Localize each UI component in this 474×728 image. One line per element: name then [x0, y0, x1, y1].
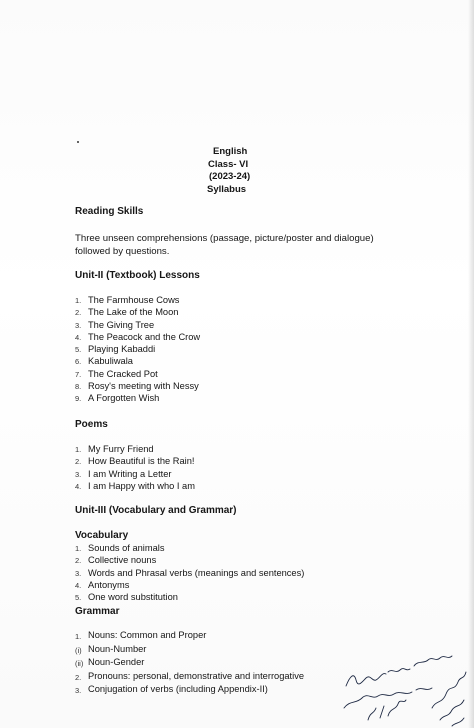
list-item: (i) Noun-Number [75, 643, 147, 655]
page-edge-shadow [468, 0, 474, 728]
vocabulary-list [75, 542, 304, 603]
list-item: 6. Kabuliwala [75, 356, 133, 367]
lessons-list [75, 294, 200, 405]
list-item: (ii) Noun-Gender [75, 657, 145, 668]
poems-heading: Poems [75, 419, 108, 430]
subject-title: English [213, 146, 248, 157]
reading-skills-line-2: followed by questions. [75, 246, 170, 257]
list-item: 3. Conjugation of verbs (including Appendix-II) [75, 684, 268, 695]
list-item: 4. The Peacock and the Crow [75, 331, 201, 342]
list-item: 2. Pronouns: personal, demonstrative and interrogative [75, 670, 305, 682]
list-item: 9. A Forgotten Wish [75, 393, 160, 404]
document-header [190, 146, 290, 196]
list-item: 4. Antonyms [75, 579, 130, 590]
list-item: 2. Collective nouns [75, 555, 157, 566]
list-item: 7. The Cracked Pot [75, 368, 158, 379]
class-label: Class- VI [208, 158, 249, 170]
unit2-heading: Unit-II (Textbook) Lessons [75, 270, 200, 281]
list-item: 1. Nouns: Common and Proper [75, 630, 207, 641]
list-item: 1. Sounds of animals [75, 543, 165, 553]
list-item: 1. My Furry Friend [75, 444, 154, 454]
list-item: 8. Rosy's meeting with Nessy [75, 381, 199, 392]
grammar-heading: Grammar [75, 606, 120, 617]
stray-dot [77, 141, 79, 143]
syllabus-label: Syllabus [207, 183, 247, 195]
list-item: 2. The Lake of the Moon [75, 307, 179, 318]
reading-skills-heading: Reading Skills [75, 206, 144, 217]
list-item: 1. The Farmhouse Cows [75, 295, 180, 305]
handwritten-signature [340, 642, 474, 728]
vocabulary-heading: Vocabulary [75, 530, 129, 541]
list-item: 2. How Beautiful is the Rain! [75, 456, 195, 467]
list-item: 4. I am Happy with who I am [75, 481, 195, 492]
reading-skills-line-1: Three unseen comprehensions (passage, picture/poster and dialogue) [75, 233, 374, 244]
academic-year: (2023-24) [209, 171, 251, 182]
list-item: 3. The Giving Tree [75, 319, 155, 330]
list-item: 5. Playing Kabaddi [75, 344, 156, 355]
list-item: 3. Words and Phrasal verbs (meanings and sentences) [75, 567, 305, 578]
grammar-list [75, 629, 304, 697]
unit3-heading: Unit-III (Vocabulary and Grammar) [75, 505, 237, 516]
poems-list [75, 443, 195, 493]
list-item: 5. One word substitution [75, 592, 178, 603]
list-item: 3. I am Writing a Letter [75, 468, 172, 479]
